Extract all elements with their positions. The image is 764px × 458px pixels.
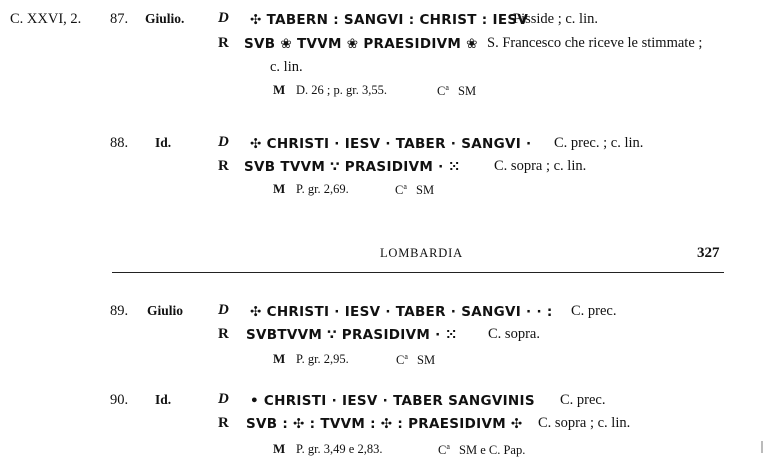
obverse-description: Pisside ; c. lin. <box>513 11 598 27</box>
obverse-description: C. prec. ; c. lin. <box>554 135 644 151</box>
metal-mark: M <box>273 351 286 366</box>
coin-info: D. 26 ; p. gr. 3,55. <box>296 83 387 97</box>
obverse-legend: ✣ TABERN : SANGVI : CHRIST : IESV <box>250 12 529 28</box>
collection: $C^a$ SM <box>437 83 477 99</box>
obverse-mark: D <box>218 302 229 318</box>
reverse-description: C. sopra ; c. lin. <box>494 158 587 174</box>
entry-name: Giulio. <box>145 11 185 26</box>
coin-info: P. gr. 2,95. <box>296 352 349 366</box>
collection: $C^a$ SM <box>395 182 435 198</box>
reverse-mark: R <box>218 35 229 51</box>
obverse-description: C. prec. <box>560 392 606 408</box>
entry-name: Giulio <box>147 303 184 318</box>
obverse-mark: D <box>218 391 229 407</box>
obverse-legend: • CHRISTI · IESV · TABER SANGVINIS <box>250 393 535 409</box>
reverse-description: S. Francesco che riceve le stimmate ; <box>487 35 703 51</box>
reverse-legend: SVBTVVM ∵ PRASIDIVM · ⁙ <box>246 327 458 343</box>
page-number: 327 <box>697 245 720 261</box>
obverse-legend: ✣ CHRISTI · IESV · TABER · SANGVI · · : <box>250 304 553 320</box>
entry-number: 89. <box>110 303 129 319</box>
obverse-legend: ✣ CHRISTI · IESV · TABER · SANGVI · <box>250 136 532 152</box>
reverse-mark: R <box>218 415 229 431</box>
entry-number: 88. <box>110 135 129 151</box>
reverse-mark: R <box>218 326 229 342</box>
catalog-reference: C. XXVI, 2. <box>10 11 82 27</box>
reverse-legend: SVB TVVM ∵ PRASIDIVM · ⁙ <box>244 159 461 175</box>
obverse-mark: D <box>218 134 229 150</box>
reverse-legend: SVB : ✣ : TVVM : ✣ : PRAESIDIVM ✣ <box>246 416 523 432</box>
running-head: LOMBARDIA <box>380 246 463 260</box>
collection: $C^a$ SM <box>396 352 436 368</box>
metal-mark: M <box>273 82 286 97</box>
metal-mark: M <box>273 181 286 196</box>
entry-name: Id. <box>155 392 172 407</box>
coin-info: P. gr. 3,49 e 2,83. <box>296 442 383 456</box>
obverse-description: C. prec. <box>571 303 617 319</box>
page-edge-mark <box>761 441 763 453</box>
reverse-legend: SVB ❀ TVVM ❀ PRAESIDIVM ❀ <box>244 36 478 52</box>
reverse-description: C. sopra. <box>488 326 540 342</box>
header-rule <box>112 272 724 273</box>
collection: $C^a$ SM e C. Pap. <box>438 442 526 458</box>
reverse-description: C. sopra ; c. lin. <box>538 415 631 431</box>
coin-info: P. gr. 2,69. <box>296 182 349 196</box>
obverse-mark: D <box>218 10 229 26</box>
reverse-mark: R <box>218 158 229 174</box>
entry-number: 90. <box>110 392 129 408</box>
metal-mark: M <box>273 441 286 456</box>
entry-name: Id. <box>155 135 172 150</box>
entry-number: 87. <box>110 11 129 27</box>
reverse-description-continued: c. lin. <box>270 59 303 75</box>
